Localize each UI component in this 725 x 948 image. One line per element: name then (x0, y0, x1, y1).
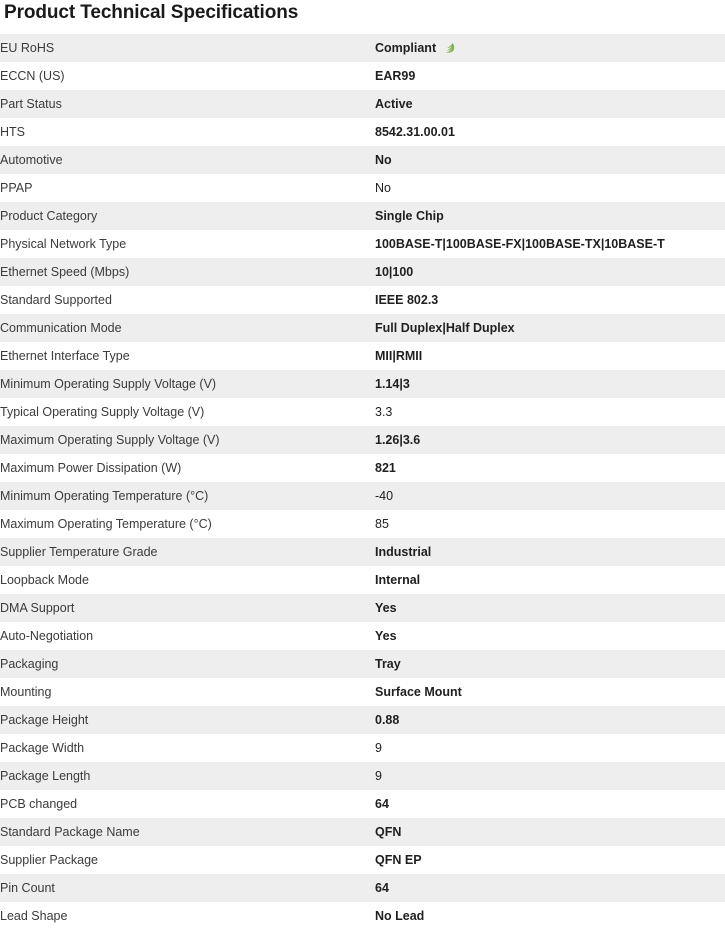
spec-attribute-label: Maximum Operating Supply Voltage (V) (0, 426, 375, 454)
table-row (0, 314, 725, 342)
table-row (0, 510, 725, 538)
spec-value (375, 622, 725, 650)
spec-value-wrap (375, 545, 431, 560)
spec-value-wrap (375, 69, 415, 84)
table-row (0, 426, 725, 454)
spec-attribute-label: Auto-Negotiation (0, 622, 375, 650)
spec-value-wrap (375, 797, 389, 812)
table-row (0, 902, 725, 930)
spec-value-wrap (375, 125, 455, 140)
spec-value-wrap (375, 629, 397, 644)
spec-attribute-label: HTS (0, 118, 375, 146)
spec-attribute-label: DMA Support (0, 594, 375, 622)
spec-value (375, 734, 725, 762)
spec-value (375, 314, 725, 342)
table-row (0, 230, 725, 258)
spec-value-wrap (375, 377, 410, 392)
spec-attribute-label: PCB changed (0, 790, 375, 818)
spec-value (375, 258, 725, 286)
spec-attribute-label: Maximum Operating Temperature (°C) (0, 510, 375, 538)
table-row (0, 454, 725, 482)
spec-attribute-label: Ethernet Interface Type (0, 342, 375, 370)
spec-attribute-label: Supplier Package (0, 846, 375, 874)
spec-value-text: Full Duplex|Half Duplex (375, 320, 515, 335)
spec-attribute-label: Minimum Operating Supply Voltage (V) (0, 370, 375, 398)
spec-value-wrap (375, 349, 422, 364)
spec-attribute-label: Part Status (0, 90, 375, 118)
spec-attribute-label: EU RoHS (0, 34, 375, 62)
spec-value (375, 454, 725, 482)
spec-value (375, 426, 725, 454)
spec-value-wrap (375, 41, 458, 56)
spec-value-wrap (375, 153, 392, 168)
table-row (0, 342, 725, 370)
spec-value (375, 846, 725, 874)
table-row (0, 202, 725, 230)
spec-value (375, 510, 725, 538)
spec-value-wrap (375, 685, 462, 700)
spec-value-wrap (375, 293, 438, 308)
spec-value (375, 370, 725, 398)
spec-value-text: 64 (375, 796, 389, 811)
spec-value-text: EAR99 (375, 68, 416, 83)
spec-value (375, 482, 725, 510)
spec-value-wrap (375, 321, 515, 336)
spec-value-wrap (375, 489, 393, 504)
spec-value (375, 90, 725, 118)
spec-value-text: IEEE 802.3 (375, 292, 439, 307)
spec-value-text: Compliant (375, 40, 437, 55)
spec-value (375, 650, 725, 678)
spec-value-text: 821 (375, 460, 396, 475)
spec-value-text: Single Chip (375, 208, 444, 223)
page-title: Product Technical Specifications (4, 2, 299, 23)
spec-value (375, 762, 725, 790)
spec-value-wrap (375, 853, 422, 868)
spec-value-text: 85 (375, 516, 389, 531)
specifications-table (0, 34, 725, 930)
spec-value-text: 9 (375, 768, 382, 783)
spec-attribute-label: Minimum Operating Temperature (°C) (0, 482, 375, 510)
spec-value-text: Tray (375, 656, 401, 671)
spec-attribute-label: Mounting (0, 678, 375, 706)
spec-value-wrap (375, 881, 389, 896)
spec-value (375, 174, 725, 202)
spec-attribute-label: Communication Mode (0, 314, 375, 342)
spec-value (375, 62, 725, 90)
spec-value-text: No (375, 180, 391, 195)
spec-value-text: -40 (375, 488, 394, 503)
spec-value-wrap (375, 265, 413, 280)
table-row (0, 538, 725, 566)
table-row (0, 62, 725, 90)
table-row (0, 118, 725, 146)
table-row (0, 622, 725, 650)
table-row (0, 734, 725, 762)
table-row (0, 482, 725, 510)
spec-value (375, 34, 725, 62)
table-row (0, 594, 725, 622)
spec-attribute-label: Standard Supported (0, 286, 375, 314)
table-row (0, 678, 725, 706)
table-row (0, 818, 725, 846)
spec-attribute-label: Standard Package Name (0, 818, 375, 846)
spec-attribute-label: Maximum Power Dissipation (W) (0, 454, 375, 482)
spec-value (375, 230, 725, 258)
table-row (0, 146, 725, 174)
spec-value (375, 818, 725, 846)
spec-value-text: 9 (375, 740, 382, 755)
spec-value-text: 0.88 (375, 712, 400, 727)
spec-value-wrap (375, 741, 382, 756)
spec-value-text: 8542.31.00.01 (375, 124, 455, 139)
table-row (0, 762, 725, 790)
spec-value (375, 202, 725, 230)
spec-value (375, 566, 725, 594)
spec-value-wrap (375, 433, 420, 448)
spec-value-text: Surface Mount (375, 684, 462, 699)
spec-value (375, 146, 725, 174)
spec-value (375, 902, 725, 930)
spec-attribute-label: Package Height (0, 706, 375, 734)
spec-value (375, 594, 725, 622)
spec-value (375, 342, 725, 370)
table-row (0, 566, 725, 594)
table-row (0, 398, 725, 426)
spec-value (375, 398, 725, 426)
spec-value-wrap (375, 909, 424, 924)
spec-value (375, 874, 725, 902)
spec-attribute-label: Lead Shape (0, 902, 375, 930)
table-row (0, 286, 725, 314)
table-row (0, 174, 725, 202)
spec-value-text: No (375, 152, 392, 167)
spec-value-wrap (375, 461, 396, 476)
spec-value-text: Active (375, 96, 413, 111)
spec-attribute-label: Package Width (0, 734, 375, 762)
spec-value-text: 1.26|3.6 (375, 432, 421, 447)
spec-value-text: QFN (375, 824, 402, 839)
spec-value-wrap (375, 237, 665, 252)
spec-attribute-label: Ethernet Speed (Mbps) (0, 258, 375, 286)
leaf-icon (444, 42, 458, 54)
spec-attribute-label: Supplier Temperature Grade (0, 538, 375, 566)
table-row (0, 90, 725, 118)
spec-value (375, 538, 725, 566)
spec-value (375, 118, 725, 146)
spec-attribute-label: ECCN (US) (0, 62, 375, 90)
spec-value-wrap (375, 601, 397, 616)
table-row (0, 846, 725, 874)
spec-value-wrap (375, 517, 389, 532)
spec-value-text: QFN EP (375, 852, 422, 867)
spec-value-text: Yes (375, 628, 397, 643)
spec-value-wrap (375, 405, 392, 420)
spec-value-wrap (375, 825, 401, 840)
table-row (0, 650, 725, 678)
spec-value-wrap (375, 769, 382, 784)
spec-attribute-label: Automotive (0, 146, 375, 174)
spec-value-text: Yes (375, 600, 397, 615)
spec-attribute-label: Physical Network Type (0, 230, 375, 258)
spec-attribute-label: Package Length (0, 762, 375, 790)
spec-value-text: Internal (375, 572, 421, 587)
table-row (0, 258, 725, 286)
spec-value-wrap (375, 713, 399, 728)
spec-attribute-label: Pin Count (0, 874, 375, 902)
spec-value (375, 286, 725, 314)
spec-value (375, 790, 725, 818)
table-row (0, 706, 725, 734)
spec-value (375, 678, 725, 706)
spec-attribute-label: Packaging (0, 650, 375, 678)
spec-value-text: 10|100 (375, 264, 414, 279)
spec-value-text: Industrial (375, 544, 432, 559)
spec-attribute-label: Loopback Mode (0, 566, 375, 594)
table-row (0, 370, 725, 398)
spec-value (375, 706, 725, 734)
spec-attribute-label: PPAP (0, 174, 375, 202)
spec-value-wrap (375, 573, 420, 588)
spec-value-wrap (375, 97, 413, 112)
spec-value-text: 1.14|3 (375, 376, 410, 391)
spec-value-text: 3.3 (375, 404, 393, 419)
table-row (0, 790, 725, 818)
spec-value-wrap (375, 657, 401, 672)
spec-value-text: MII|RMII (375, 348, 423, 363)
spec-value-wrap (375, 209, 444, 224)
spec-value-text: No Lead (375, 908, 425, 923)
spec-attribute-label: Product Category (0, 202, 375, 230)
spec-value-text: 100BASE-T|100BASE-FX|100BASE-TX|10BASE-T (375, 236, 665, 251)
spec-value-wrap (375, 181, 391, 196)
spec-value-text: 64 (375, 880, 389, 895)
table-row (0, 34, 725, 62)
table-row (0, 874, 725, 902)
spec-attribute-label: Typical Operating Supply Voltage (V) (0, 398, 375, 426)
specifications-table-body (0, 34, 725, 930)
